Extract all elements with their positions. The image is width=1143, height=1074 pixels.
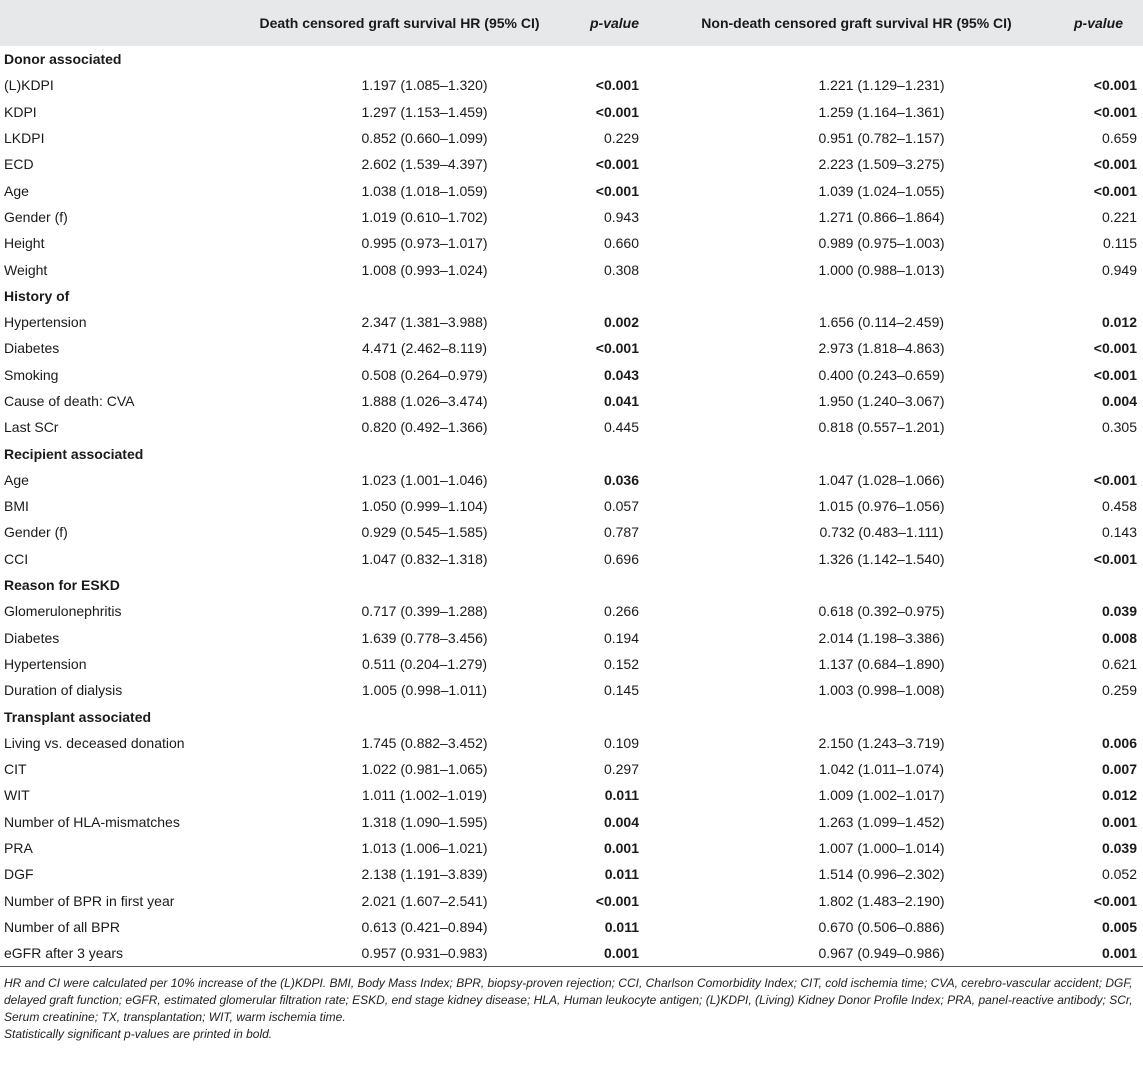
death-censored-p-cell: 0.043 [603,366,639,383]
death-censored-hr-cell: 0.957 (0.931–0.983) [229,940,570,966]
death-censored-p-cell: 0.696 [603,550,639,567]
death-censored-p-cell: 0.004 [603,813,639,830]
death-censored-hr-cell: 0.511 (0.204–1.279) [361,655,488,672]
row-label: Gender (f) [4,524,68,541]
non-death-censored-p-cell: 0.006 [1101,734,1137,751]
non-death-censored-p-cell: 0.039 [1101,840,1137,857]
non-death-censored-p-cell: 0.621 [1101,655,1137,672]
row-label: Hypertension [4,655,87,672]
death-censored-p-cell: 0.194 [603,629,639,646]
non-death-censored-p-cell: 0.659 [1101,130,1137,147]
death-censored-p-cell: 0.011 [604,918,639,935]
section-row [0,440,1143,466]
death-censored-hr-cell: 1.888 (1.026–3.474) [361,393,488,409]
non-death-censored-hr-cell: 1.137 (0.684–1.890) [818,655,945,672]
death-censored-hr-cell: 0.852 (0.660–1.099) [361,130,488,147]
row-label: Last SCr [4,419,59,436]
non-death-censored-hr-cell: 1.259 (1.164–1.361) [818,103,945,120]
death-censored-p-cell: 0.229 [603,130,639,147]
row-label: WIT [4,787,30,804]
row-label: KDPI [4,103,37,120]
table-row [0,362,1143,388]
death-censored-p-cell: <0.001 [595,182,639,199]
row-label: LKDPI [4,130,45,147]
non-death-censored-p-cell: 0.005 [1101,918,1137,935]
death-censored-hr-cell: 2.602 (1.539–4.397) [361,156,488,173]
non-death-censored-p-cell: 0.001 [1054,940,1143,966]
table-row [0,99,1143,125]
table-row [0,256,1143,282]
table-row [0,546,1143,572]
non-death-censored-p-cell: <0.001 [1093,550,1137,567]
non-death-censored-p-cell: 0.007 [1101,761,1137,778]
death-censored-p-cell: 0.041 [603,393,639,409]
non-death-censored-hr-cell: 1.039 (1.024–1.055) [818,182,945,199]
non-death-censored-p-cell: <0.001 [1093,471,1137,488]
table-row [0,914,1143,940]
non-death-censored-p-cell: <0.001 [1093,366,1137,383]
non-death-censored-p-cell: 0.039 [1101,603,1137,620]
non-death-censored-hr-cell: 2.973 (1.818–4.863) [818,340,945,357]
header-variable [0,0,229,46]
section-row [0,572,1143,598]
non-death-censored-p-cell: 0.143 [1101,524,1137,541]
row-label: (L)KDPI [4,77,54,94]
non-death-censored-hr-cell: 1.007 (1.000–1.014) [818,840,945,857]
row-label: PRA [4,840,33,857]
non-death-censored-hr-cell: 2.150 (1.243–3.719) [818,734,945,751]
non-death-censored-hr-cell: 1.221 (1.129–1.231) [818,77,945,94]
death-censored-hr-cell: 0.995 (0.973–1.017) [361,235,488,252]
row-label: Living vs. deceased donation [4,734,185,751]
row-label: ECD [4,156,34,173]
death-censored-p-cell: <0.001 [595,156,639,173]
death-censored-hr-cell: 2.347 (1.381–3.988) [361,314,488,331]
row-label: Number of all BPR [4,918,120,935]
death-censored-p-cell: 0.266 [603,603,639,620]
death-censored-hr-cell: 1.050 (0.999–1.104) [361,498,488,515]
row-label: Smoking [4,366,59,383]
row-label: Glomerulonephritis [4,603,122,620]
death-censored-hr-cell: 1.745 (0.882–3.452) [361,734,488,751]
non-death-censored-p-cell: 0.012 [1101,787,1137,804]
death-censored-p-cell: <0.001 [595,340,639,357]
death-censored-p-cell: 0.002 [603,314,639,331]
table-footnote [0,967,1143,1043]
table-row [0,230,1143,256]
death-censored-p-cell: <0.001 [595,103,639,120]
non-death-censored-hr-cell: 1.047 (1.028–1.066) [818,471,945,488]
death-censored-p-cell: 0.445 [603,419,639,436]
death-censored-p-cell: 0.943 [603,208,639,225]
death-censored-hr-cell: 1.639 (0.778–3.456) [361,629,488,646]
non-death-censored-hr-cell: 1.000 (0.988–1.013) [818,261,945,278]
table-row [0,756,1143,782]
non-death-censored-p-cell: 0.259 [1101,682,1137,699]
death-censored-p-cell: 0.001 [603,840,639,857]
death-censored-hr-cell: 0.820 (0.492–1.366) [361,419,488,436]
row-label: DGF [4,866,34,883]
non-death-censored-hr-cell: 1.271 (0.866–1.864) [818,208,945,225]
non-death-censored-p-cell: <0.001 [1093,103,1137,120]
death-censored-p-cell: 0.152 [603,655,639,672]
section-label: Donor associated [4,51,122,68]
table-row [0,467,1143,493]
row-label: BMI [4,498,29,515]
row-label: Duration of dialysis [4,682,123,699]
table-row [0,204,1143,230]
table-row [0,125,1143,151]
non-death-censored-hr-cell: 1.003 (0.998–1.008) [818,682,945,699]
non-death-censored-p-cell: <0.001 [1093,340,1137,357]
header-p-value-2: p-value [1073,15,1123,31]
non-death-censored-p-cell: 0.221 [1101,208,1137,225]
row-label: Age [4,182,29,199]
death-censored-hr-cell: 1.008 (0.993–1.024) [361,261,488,278]
row-label: Height [4,235,45,252]
death-censored-hr-cell: 1.005 (0.998–1.011) [361,682,488,699]
non-death-censored-hr-cell: 2.014 (1.198–3.386) [818,629,945,646]
death-censored-p-cell: 0.308 [603,261,639,278]
death-censored-hr-cell: 1.318 (1.090–1.595) [361,813,488,830]
table-row [0,677,1143,703]
row-label: Number of HLA-mismatches [4,813,180,830]
table-row [0,861,1143,887]
table-row [0,598,1143,624]
row-label: eGFR after 3 years [0,940,229,966]
non-death-censored-p-cell: <0.001 [1093,892,1137,909]
row-label: Age [4,471,29,488]
table-body [0,46,1143,966]
death-censored-hr-cell: 1.038 (1.018–1.059) [361,182,488,199]
non-death-censored-hr-cell: 1.326 (1.142–1.540) [818,550,945,567]
death-censored-hr-cell: 1.197 (1.085–1.320) [361,77,488,94]
death-censored-p-cell: 0.109 [603,734,639,751]
section-label: Recipient associated [4,445,144,462]
non-death-censored-p-cell: 0.008 [1101,629,1137,646]
non-death-censored-hr-cell: 1.802 (1.483–2.190) [818,892,945,909]
death-censored-p-cell: <0.001 [595,77,639,94]
death-censored-hr-cell: 1.023 (1.001–1.046) [361,471,488,488]
non-death-censored-p-cell: 0.115 [1103,235,1137,252]
section-row [0,703,1143,729]
section-row [0,283,1143,309]
section-row [0,46,1143,72]
death-censored-hr-cell: 2.138 (1.191–3.839) [361,866,488,883]
section-label: History of [4,287,70,304]
death-censored-p-cell: 0.660 [603,235,639,252]
death-censored-hr-cell: 1.013 (1.006–1.021) [361,840,488,857]
death-censored-hr-cell: 0.717 (0.399–1.288) [361,603,488,620]
non-death-censored-hr-cell: 0.670 (0.506–0.886) [818,918,945,935]
table-row [0,888,1143,914]
non-death-censored-hr-cell: 0.618 (0.392–0.975) [818,603,945,620]
table-row [0,309,1143,335]
table-row [0,651,1143,677]
death-censored-p-cell: 0.011 [604,787,639,804]
non-death-censored-p-cell: <0.001 [1093,77,1137,94]
death-censored-hr-cell: 0.508 (0.264–0.979) [361,366,488,383]
non-death-censored-hr-cell: 1.015 (0.976–1.056) [818,498,945,515]
death-censored-hr-cell: 2.021 (1.607–2.541) [361,892,488,909]
death-censored-hr-cell: 1.297 (1.153–1.459) [361,103,488,120]
death-censored-hr-cell: 4.471 (2.462–8.119) [361,340,488,357]
table-row [0,730,1143,756]
death-censored-hr-cell: 1.011 (1.002–1.019) [361,787,488,804]
non-death-censored-hr-cell: 0.967 (0.949–0.986) [659,940,1054,966]
non-death-censored-hr-cell: 1.042 (1.011–1.074) [818,761,945,778]
non-death-censored-hr-cell: 2.223 (1.509–3.275) [818,156,945,173]
header-p-value-1: p-value [589,15,639,31]
death-censored-p-cell: 0.787 [603,524,639,541]
non-death-censored-hr-cell: 0.732 (0.483–1.111) [819,524,944,541]
table-row [0,177,1143,203]
section-label: Reason for ESKD [4,577,120,594]
death-censored-hr-cell: 1.022 (0.981–1.065) [361,761,488,778]
non-death-censored-p-cell: 0.012 [1101,314,1137,331]
non-death-censored-p-cell: 0.001 [1101,813,1137,830]
death-censored-p-cell: 0.011 [604,866,639,883]
non-death-censored-hr-cell: 1.009 (1.002–1.017) [818,787,945,804]
table-row [0,388,1143,414]
non-death-censored-hr-cell: 1.950 (1.240–3.067) [818,393,945,409]
non-death-censored-p-cell: 0.458 [1101,498,1137,515]
death-censored-p-cell: 0.297 [603,761,639,778]
death-censored-hr-cell: 1.019 (0.610–1.702) [361,208,488,225]
non-death-censored-hr-cell: 0.400 (0.243–0.659) [818,366,945,383]
non-death-censored-p-cell: 0.949 [1101,261,1137,278]
death-censored-p-cell: 0.001 [570,940,659,966]
non-death-censored-p-cell: <0.001 [1093,182,1137,199]
death-censored-p-cell: 0.036 [603,471,639,488]
header-death-censored-hr: Death censored graft survival HR (95% CI) [259,15,540,31]
non-death-censored-hr-cell: 0.989 (0.975–1.003) [818,235,945,252]
non-death-censored-hr-cell: 1.263 (1.099–1.452) [818,813,945,830]
table-row [0,940,1143,966]
table-row [0,151,1143,177]
row-label: CIT [4,761,27,778]
death-censored-hr-cell: 0.929 (0.545–1.585) [361,524,488,541]
header-non-death-censored-hr: Non-death censored graft survival HR (95% CI) [701,15,1012,31]
table-header-row [0,0,1143,46]
section-label: Transplant associated [4,708,152,725]
death-censored-hr-cell: 1.047 (0.832–1.318) [361,550,488,567]
footnote-abbreviations: HR and CI were calculated per 10% increase of the (L)KDPI. BMI, Body Mass Index; BPR, biopsy-proven rejection; CCI, Charlson Comorbidity Index; CIT, cold ischemia time; CVA, cerebro-vascular accident; DGF, delayed graft function; eGFR, estimated glomerular filtration rate; ESKD, end stage kidney disease; HLA, Human leukocyte antigen; (L)KDPI, (Living) Kidney Donor Profile Index; PRA, panel-reactive antibody; SCr, Serum creatinine; TX, transplantation; WIT, warm ischemia time. [4,975,1133,1024]
non-death-censored-p-cell: 0.052 [1101,866,1137,883]
table-row [0,335,1143,361]
row-label: Diabetes [4,340,60,357]
death-censored-hr-cell: 0.613 (0.421–0.894) [361,918,488,935]
non-death-censored-p-cell: <0.001 [1093,156,1137,173]
table-row [0,414,1143,440]
table-row [0,72,1143,98]
row-label: Number of BPR in first year [4,892,175,909]
row-label: Gender (f) [4,208,68,225]
death-censored-p-cell: 0.057 [603,498,639,515]
non-death-censored-p-cell: 0.305 [1101,419,1137,436]
table-row [0,782,1143,808]
row-label: Cause of death: CVA [4,393,135,409]
row-label: CCI [4,550,29,567]
non-death-censored-hr-cell: 0.951 (0.782–1.157) [818,130,945,147]
table-row [0,625,1143,651]
non-death-censored-hr-cell: 1.656 (0.114–2.459) [818,314,945,331]
row-label: Weight [4,261,48,278]
table-row [0,835,1143,861]
footnote-significance: Statistically significant p-values are printed in bold. [4,1026,273,1041]
table-row [0,809,1143,835]
non-death-censored-p-cell: 0.004 [1101,393,1137,409]
table-row [0,493,1143,519]
row-label: Diabetes [4,629,60,646]
non-death-censored-hr-cell: 1.514 (0.996–2.302) [818,866,945,883]
death-censored-p-cell: 0.145 [603,682,639,699]
non-death-censored-hr-cell: 0.818 (0.557–1.201) [818,419,945,436]
table-row [0,519,1143,545]
death-censored-p-cell: <0.001 [595,892,639,909]
row-label: Hypertension [4,314,87,331]
